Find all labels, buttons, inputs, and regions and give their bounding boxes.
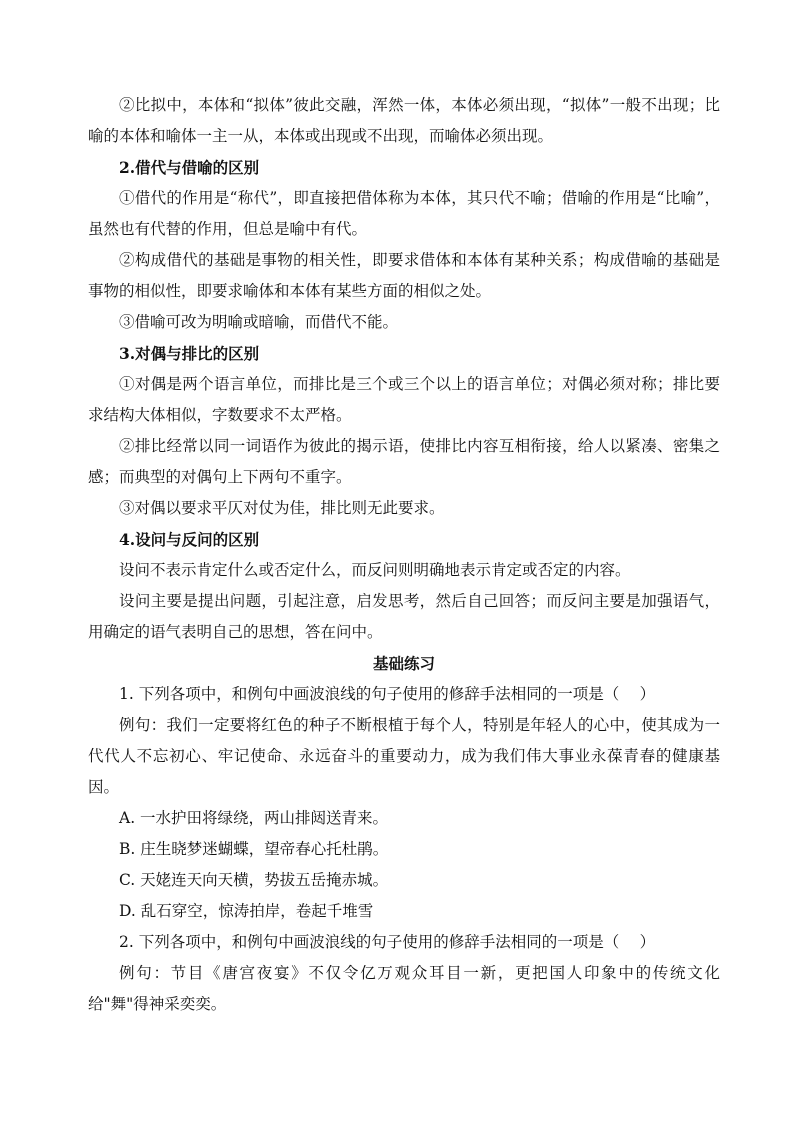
paragraph-shewen-2: 设问主要是提出问题，引起注意，启发思考，然后自己回答；而反问主要是加强语气，用确定的语气表明自己的思想，答在问中。	[88, 592, 720, 641]
question-1-option-a: A. 一水护田将绿绕，两山排闼送青来。	[119, 809, 389, 827]
question-1-example: 例句：我们一定要将红色的种子不断根植于每个人，特别是年轻人的心中，使其成为一代代人不忘初心、牢记使命、永远奋斗的重要动力，成为我们伟大事业永葆青春的健康基因。	[88, 716, 720, 796]
paragraph-jiedai-1: ①借代的作用是“称代”，即直接把借体称为本体，其只代不喻；借喻的作用是“比喻”，虽然也有代替的作用，但总是喻中有代。	[88, 189, 720, 238]
paragraph-jiedai-2: ②构成借代的基础是事物的相关性，即要求借体和本体有某种关系；构成借喻的基础是事物的相似性，即要求喻体和本体有某些方面的相似之处。	[88, 251, 720, 300]
question-2-example: 例句：节目《唐宫夜宴》不仅令亿万观众耳目一新，更把国人印象中的传统文化给"舞"得神采奕奕。	[88, 964, 720, 1013]
exercise-section-title: 基础练习	[372, 654, 435, 673]
paragraph-duiou-1: ①对偶是两个语言单位，而排比是三个或三个以上的语言单位；对偶必须对称；排比要求结构大体相似，字数要求不太严格。	[88, 375, 720, 424]
question-1-option-c: C. 天姥连天向天横，势拔五岳掩赤城。	[119, 871, 389, 889]
question-1-stem: 1. 下列各项中，和例句中画波浪线的句子使用的修辞手法相同的一项是（ ）	[119, 685, 656, 703]
question-1-option-b: B. 庄生晓梦迷蝴蝶，望帝春心托杜鹃。	[119, 840, 389, 858]
section-heading-jiedai-jieyu: 2.借代与借喻的区别	[119, 158, 260, 177]
paragraph-jiedai-3: ③借喻可改为明喻或暗喻，而借代不能。	[119, 313, 399, 331]
paragraph-duiou-2: ②排比经常以同一词语作为彼此的揭示语，使排比内容互相衔接，给人以紧凑、密集之感；而典型的对偶句上下两句不重字。	[88, 437, 720, 486]
section-heading-duiou-paibi: 3.对偶与排比的区别	[119, 344, 260, 363]
paragraph-duiou-3: ③对偶以要求平仄对仗为佳，排比则无此要求。	[119, 499, 445, 517]
question-2-stem: 2. 下列各项中，和例句中画波浪线的句子使用的修辞手法相同的一项是（ ）	[119, 933, 656, 951]
section-heading-shewen-fanwen: 4.设问与反问的区别	[119, 530, 260, 549]
question-1-option-d: D. 乱石穿空，惊涛拍岸，卷起千堆雪	[119, 902, 374, 920]
paragraph-bini-difference: ②比拟中，本体和“拟体”彼此交融，浑然一体，本体必须出现，“拟体”一般不出现；比喻的本体和喻体一主一从，本体或出现或不出现，而喻体必须出现。	[88, 96, 720, 145]
document-body	[88, 90, 720, 1020]
paragraph-shewen-1: 设问不表示肯定什么或否定什么，而反问则明确地表示肯定或否定的内容。	[119, 561, 631, 579]
